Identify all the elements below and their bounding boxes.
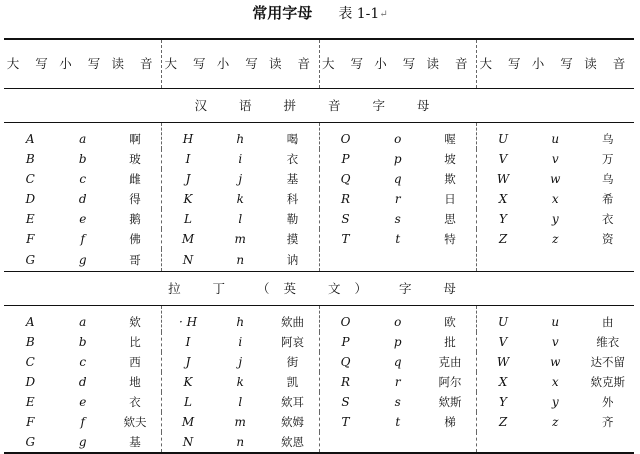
pronunciation-cell: 基 [267,169,320,189]
uppercase-cell: N [162,249,215,272]
pronunciation-cell: 资 [602,232,614,246]
lowercase-cell: c [79,355,87,369]
pronunciation-cell [424,249,477,272]
uppercase-cell: X [498,375,508,389]
pronunciation-cell: 街 [267,352,320,372]
lowercase-cell: y [551,395,559,409]
lowercase-cell: v [551,152,559,166]
pronunciation-cell: 衣 [602,212,614,226]
lowercase-cell: y [551,212,559,226]
lowercase-cell: w [550,355,561,369]
uppercase-cell: Q [340,172,351,186]
lowercase-cell: d [78,192,87,206]
table-row [4,189,634,209]
uppercase-cell: O [340,315,351,329]
uppercase-cell: W [496,355,510,369]
uppercase-cell: Z [498,415,508,429]
uppercase-cell: S [341,395,350,409]
pronunciation-cell: 欸克斯 [590,375,625,389]
pronunciation-cell: 维衣 [596,335,620,349]
uppercase-cell: T [341,232,350,246]
pronunciation-cell [582,249,635,272]
lowercase-cell: n [214,432,267,453]
lowercase-cell: k [236,375,244,389]
lowercase-cell: a [79,315,87,329]
lowercase-cell: x [551,375,559,389]
pronunciation-cell: 西 [109,352,162,372]
pronunciation-cell: 齐 [602,415,614,429]
section-title: 拉 丁 （英 文） 字 母 [4,272,634,306]
pronunciation-cell: 欸夫 [109,412,162,432]
lowercase-cell: m [234,232,246,246]
uppercase-cell [319,432,372,453]
lowercase-cell [372,432,425,453]
pronunciation-cell: 乌 [602,172,614,186]
pronunciation-cell: 摸 [267,229,320,249]
table-row [4,392,634,412]
lowercase-cell: p [393,335,402,349]
table-row [4,372,634,392]
table-row [4,149,634,169]
pronunciation-cell: 阿哀 [267,332,320,352]
uppercase-cell: R [340,192,351,206]
lowercase-cell: i [238,335,243,349]
lowercase-cell: e [79,395,87,409]
lowercase-cell [529,249,582,272]
uppercase-cell: B [25,335,35,349]
pronunciation-cell: 欸恩 [267,432,320,453]
pronunciation-cell: 喝 [267,123,320,150]
lowercase-cell: q [393,355,402,369]
section-title-row [4,272,634,306]
table-number: 表 1-1 [338,6,380,22]
uppercase-cell: I [185,335,191,349]
lowercase-cell: j [238,355,243,369]
column-header: 读 音 [424,39,477,89]
pronunciation-cell: 日 [424,189,477,209]
pronunciation-cell: 克由 [424,352,477,372]
lowercase-cell: i [238,152,243,166]
pronunciation-cell: 梯 [424,412,477,432]
pronunciation-cell: 欺 [424,169,477,189]
lowercase-cell: u [551,132,560,146]
lowercase-cell: g [57,432,110,453]
column-header: 大 写 [162,39,215,89]
uppercase-cell: S [341,212,350,226]
lowercase-cell: x [551,192,559,206]
pronunciation-cell: 啊 [109,123,162,150]
table-row [4,432,634,453]
pronunciation-cell: 凯 [267,372,320,392]
uppercase-cell: Z [498,232,508,246]
pronunciation-cell: 地 [109,372,162,392]
uppercase-cell [477,249,530,272]
pronunciation-cell: 讷 [267,249,320,272]
uppercase-cell: I [185,152,191,166]
uppercase-cell: X [498,192,508,206]
pronunciation-cell: 欸耳 [267,392,320,412]
uppercase-cell: O [340,132,351,146]
uppercase-cell: F [26,232,35,246]
column-header: 读 音 [582,39,635,89]
pronunciation-cell: 欸 [109,306,162,333]
uppercase-cell: N [162,432,215,453]
pronunciation-cell: 雌 [109,169,162,189]
uppercase-cell: Y [499,212,507,226]
uppercase-cell: A [25,132,35,146]
uppercase-cell: · H [178,315,198,329]
pronunciation-cell: 喔 [424,123,477,150]
pronunciation-cell: 批 [424,332,477,352]
pronunciation-cell: 乌 [602,132,614,146]
uppercase-cell: C [25,172,35,186]
column-header: 大 写 [477,39,530,89]
column-header: 小 写 [529,39,582,89]
pronunciation-cell: 得 [109,189,162,209]
lowercase-cell: q [393,172,402,186]
lowercase-cell: o [394,132,402,146]
column-header: 读 音 [109,39,162,89]
uppercase-cell: D [25,192,36,206]
table-row [4,169,634,189]
section-title: 汉 语 拼 音 字 母 [4,89,634,123]
pronunciation-cell: 希 [602,192,614,206]
pronunciation-cell: 欸姆 [267,412,320,432]
pronunciation-cell: 玻 [109,149,162,169]
alphabet-table [4,38,634,454]
lowercase-cell [372,249,425,272]
pronunciation-cell [424,432,477,453]
lowercase-cell: f [80,232,85,246]
lowercase-cell: c [79,172,87,186]
pronunciation-cell: 欧 [424,306,477,333]
pronunciation-cell: 勒 [267,209,320,229]
lowercase-cell: t [395,232,401,246]
pronunciation-cell: 比 [109,332,162,352]
table-row [4,412,634,432]
uppercase-cell: A [25,315,35,329]
pronunciation-cell: 外 [602,395,614,409]
pronunciation-cell: 达不留 [590,355,625,369]
uppercase-cell: P [341,152,350,166]
pronunciation-cell [582,432,635,453]
pronunciation-cell: 衣 [267,149,320,169]
pronunciation-cell: 欸斯 [424,392,477,412]
uppercase-cell: W [496,172,510,186]
uppercase-cell: L [184,395,192,409]
lowercase-cell: b [78,152,87,166]
section-title-row [4,89,634,123]
lowercase-cell: k [236,192,244,206]
uppercase-cell: E [25,212,35,226]
lowercase-cell: t [395,415,401,429]
uppercase-cell: J [185,355,191,369]
lowercase-cell: f [80,415,85,429]
column-header: 大 写 [4,39,57,89]
lowercase-cell: u [551,315,560,329]
table-row [4,306,634,333]
pronunciation-cell: 科 [267,189,320,209]
column-header: 小 写 [57,39,110,89]
column-header: 读 音 [267,39,320,89]
lowercase-cell: h [236,315,245,329]
lowercase-cell: g [57,249,110,272]
pronunciation-cell: 佛 [109,229,162,249]
uppercase-cell: M [181,232,195,246]
table-title: 常用字母 [252,4,313,22]
uppercase-cell [477,432,530,453]
lowercase-cell: b [78,335,87,349]
lowercase-cell: l [238,212,243,226]
uppercase-cell: D [25,375,36,389]
pronunciation-cell: 思 [424,209,477,229]
lowercase-cell: e [79,212,87,226]
pronunciation-cell: 由 [602,315,614,329]
uppercase-cell: U [497,132,509,146]
lowercase-cell: z [552,232,559,246]
lowercase-cell: r [394,375,401,389]
lowercase-cell: l [238,395,243,409]
uppercase-cell: V [498,335,508,349]
lowercase-cell: w [550,172,561,186]
pronunciation-cell: 阿尔 [424,372,477,392]
uppercase-cell: P [341,335,350,349]
uppercase-cell: J [185,172,191,186]
uppercase-cell: H [182,132,194,146]
uppercase-cell: V [498,152,508,166]
lowercase-cell: d [78,375,87,389]
lowercase-cell: j [238,172,243,186]
uppercase-cell: U [497,315,509,329]
uppercase-cell: E [25,395,35,409]
pronunciation-cell: 基 [109,432,162,453]
uppercase-cell: T [341,415,350,429]
page-title [0,2,640,28]
uppercase-cell: B [25,152,35,166]
pronunciation-cell: 哥 [109,249,162,272]
uppercase-cell: G [4,249,57,272]
lowercase-cell: v [551,335,559,349]
column-header: 大 写 [319,39,372,89]
column-header: 小 写 [372,39,425,89]
uppercase-cell [319,249,372,272]
lowercase-cell: p [393,152,402,166]
lowercase-cell: o [394,315,402,329]
uppercase-cell: C [25,355,35,369]
lowercase-cell: n [214,249,267,272]
lowercase-cell: m [234,415,246,429]
paragraph-mark-icon: ↵ [379,9,388,20]
table-row [4,249,634,272]
uppercase-cell: Y [499,395,507,409]
lowercase-cell: a [79,132,87,146]
pronunciation-cell: 衣 [109,392,162,412]
uppercase-cell: M [181,415,195,429]
pronunciation-cell: 坡 [424,149,477,169]
lowercase-cell: r [394,192,401,206]
uppercase-cell: R [340,375,351,389]
uppercase-cell: L [184,212,192,226]
table-row [4,352,634,372]
lowercase-cell: s [394,395,401,409]
lowercase-cell: s [394,212,401,226]
column-header: 小 写 [214,39,267,89]
lowercase-cell: z [552,415,559,429]
uppercase-cell: F [26,415,35,429]
pronunciation-cell: 特 [424,229,477,249]
uppercase-cell: Q [340,355,351,369]
uppercase-cell: K [183,375,193,389]
table-row [4,209,634,229]
lowercase-cell: h [236,132,245,146]
pronunciation-cell: 万 [602,152,614,166]
table-row [4,332,634,352]
pronunciation-cell: 欸曲 [267,306,320,333]
table-row [4,229,634,249]
pronunciation-cell: 鹅 [109,209,162,229]
uppercase-cell: K [183,192,193,206]
header-row [4,39,634,89]
uppercase-cell: G [4,432,57,453]
table-row [4,123,634,150]
lowercase-cell [529,432,582,453]
